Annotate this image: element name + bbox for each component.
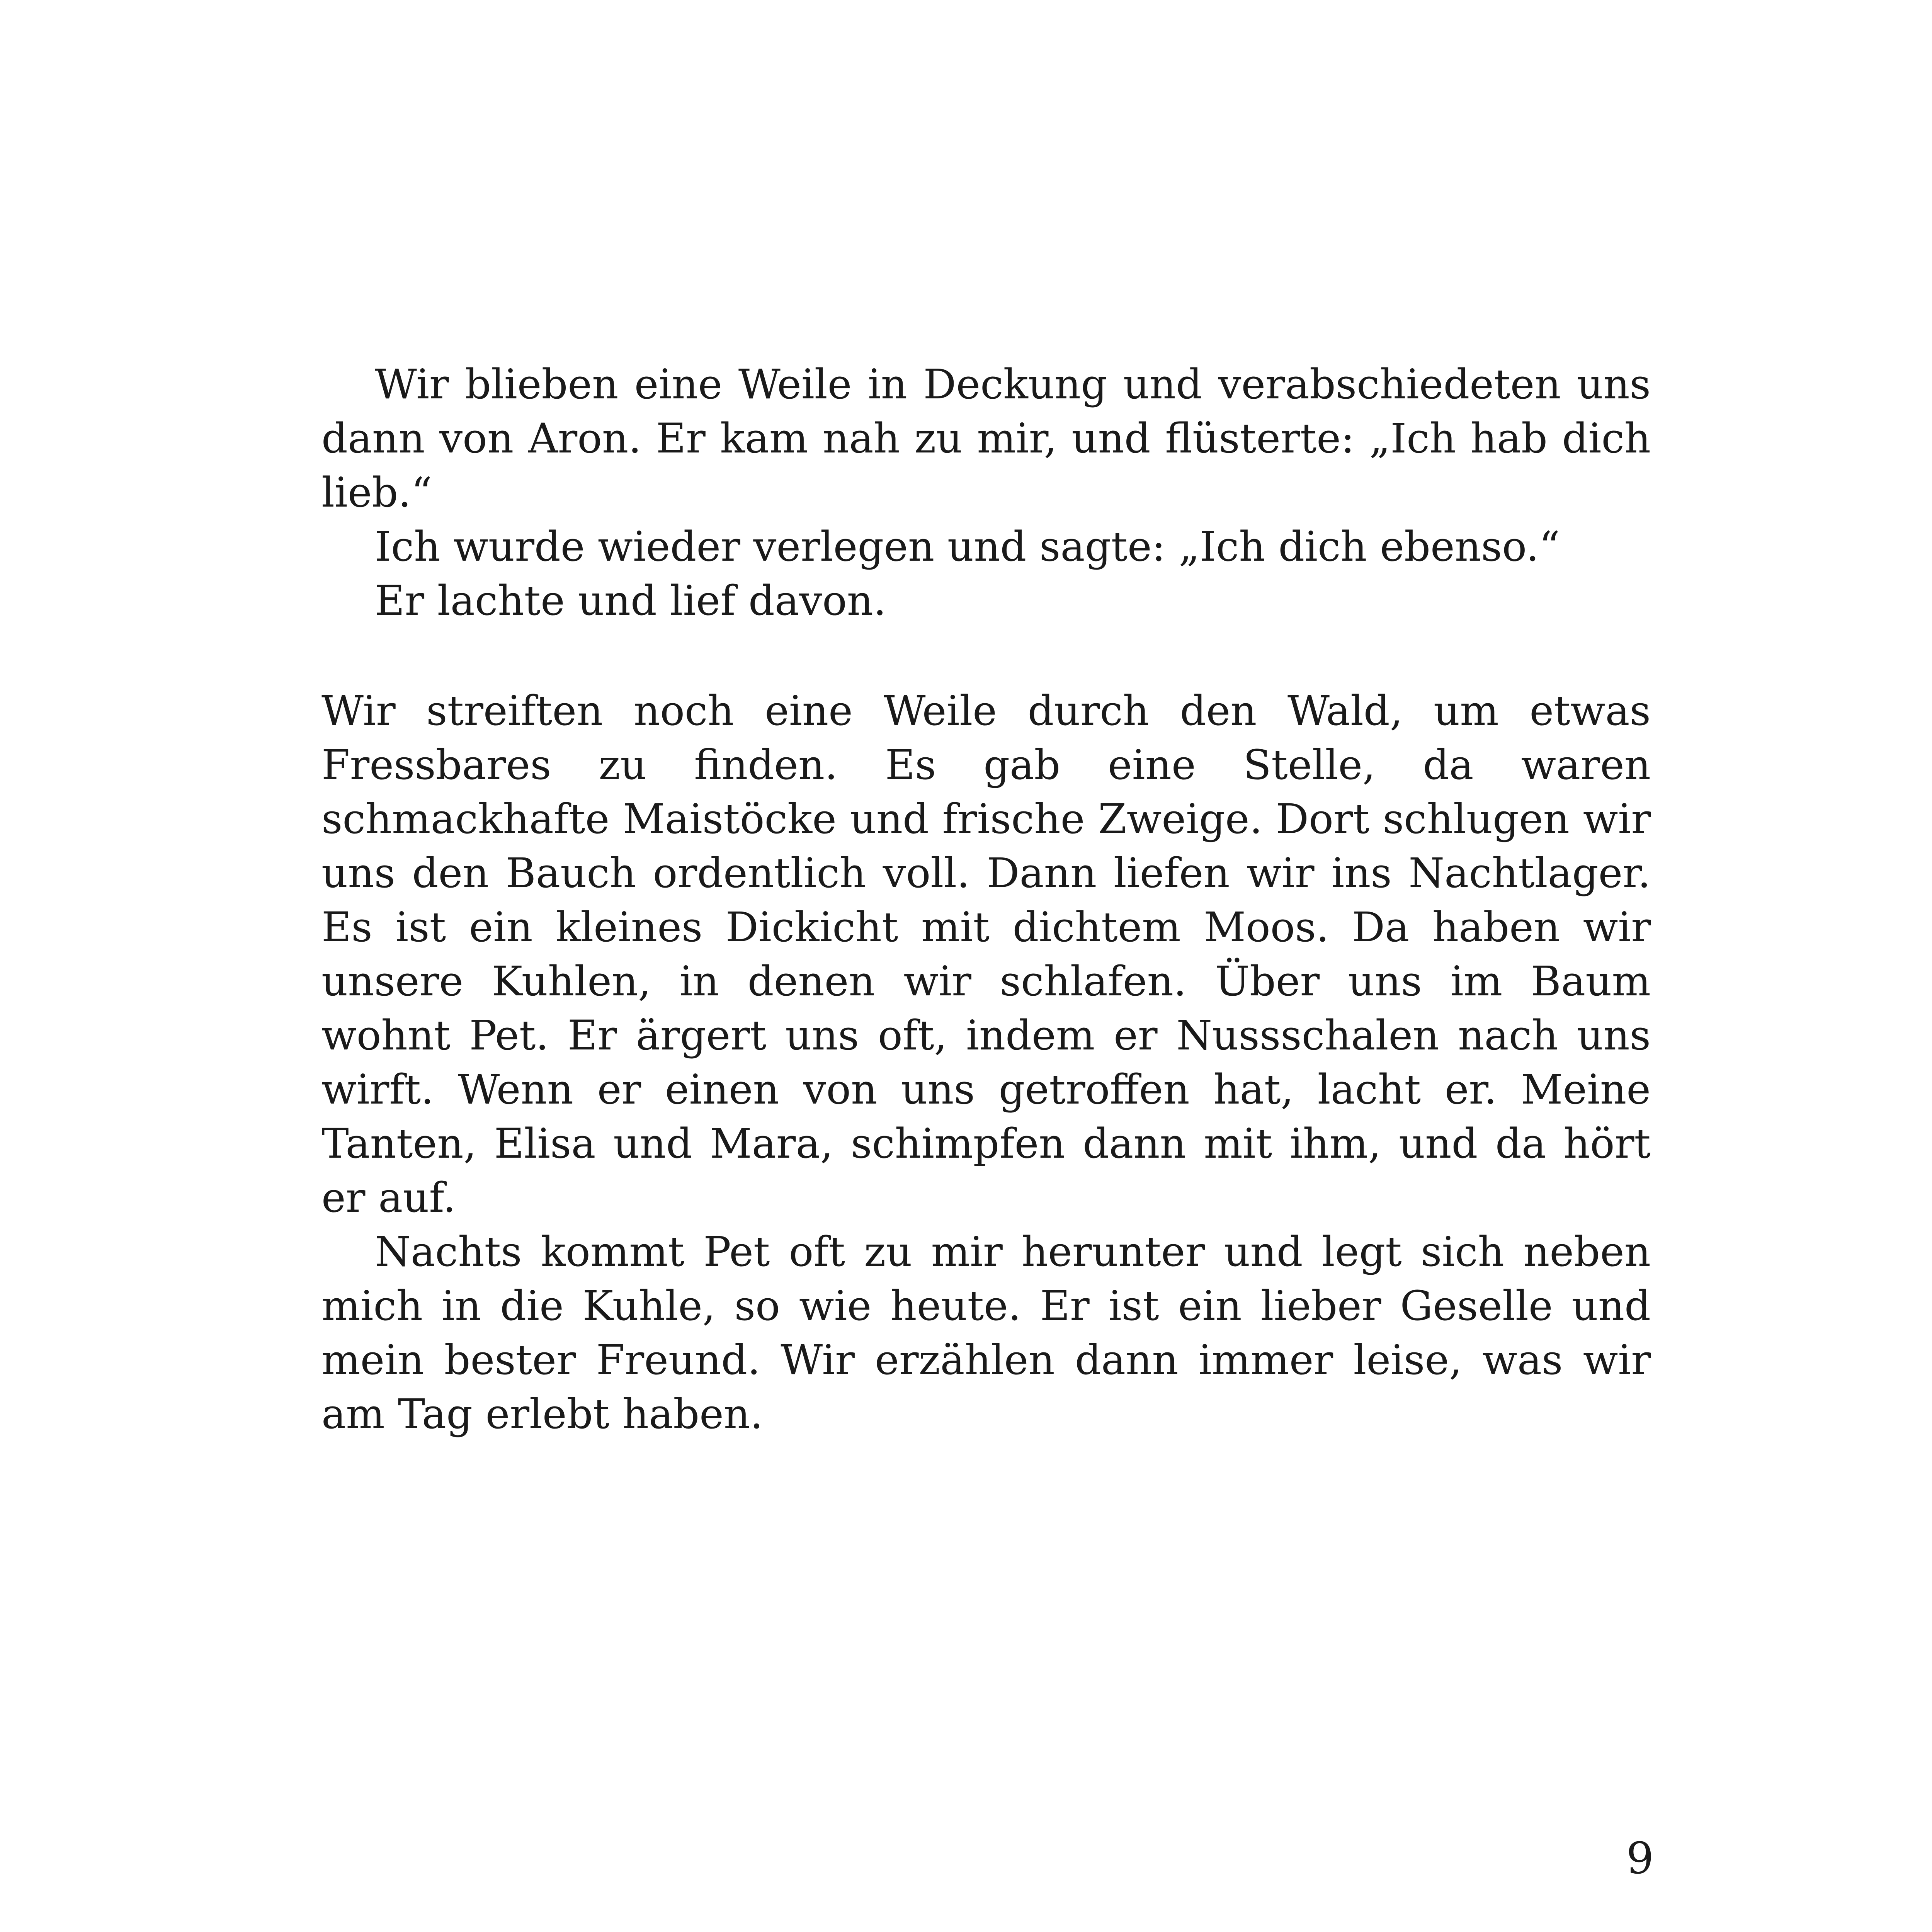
paragraph: Er lachte und lief davon.: [375, 577, 886, 624]
page-number: 9: [1626, 1833, 1654, 1884]
text-section-1: [321, 357, 1651, 628]
paragraph: Wir streiften noch eine Weile durch den Wald, um etwas Fressbares zu finden. Es gab eine Stelle, da waren schmackhafte Maistöcke und frische Zweige. Dort schlugen wir uns den Bauch ordentlich voll. Dann liefen wir ins Nachtlager. Es ist ein kleines Dickicht mit dichtem Moos. Da haben wir unsere Kuhlen, in denen wir schlafen. Über uns im Baum wohnt Pet. Er ärgert uns oft, indem er Nussschalen nach uns wirft. Wenn er einen von uns getroffen hat, lacht er. Meine Tanten, Elisa und Mara, schimpfen dann mit ihm, und da hört er auf.: [321, 687, 1651, 1221]
text-section-2: [321, 684, 1651, 1441]
paragraph: Wir blieben eine Weile in Deckung und verabschiedeten uns dann von Aron. Er kam nah zu mir, und flüsterte: „Ich hab dich lieb.“: [321, 361, 1651, 516]
paragraph: Nachts kommt Pet oft zu mir herunter und legt sich neben mich in die Kuhle, so wie heute. Er ist ein lieber Geselle und mein bester Freund. Wir erzählen dann immer leise, was wir am Tag erlebt haben.: [321, 1228, 1651, 1438]
paragraph: Ich wurde wieder verlegen und sagte: „Ich dich ebenso.“: [375, 523, 1560, 570]
